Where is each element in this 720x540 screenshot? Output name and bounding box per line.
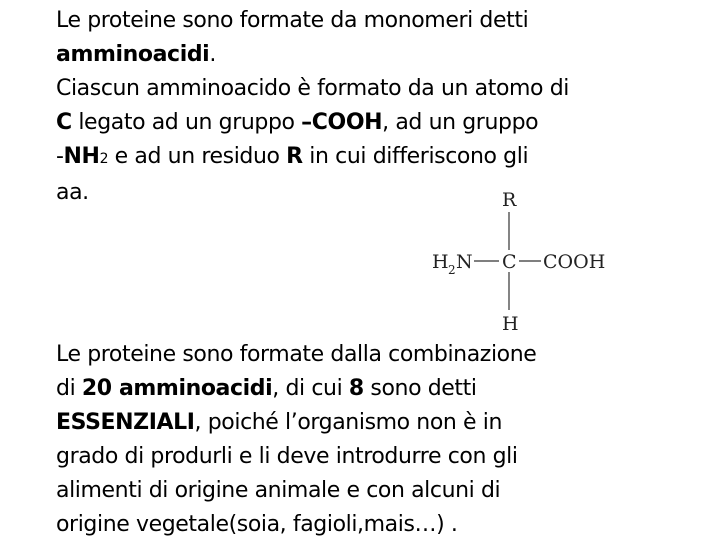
intro-line-3-text: Ciascun amminoacido è formato da un atomo di bbox=[56, 76, 569, 101]
structure-c-label: C bbox=[502, 251, 517, 273]
intro-line-1-text: Le proteine sono formate da monomeri detti bbox=[56, 8, 529, 33]
intro-line-6-text: aa. bbox=[56, 180, 89, 205]
term-8: 8 bbox=[348, 376, 364, 401]
term-nh2: NH bbox=[63, 144, 100, 169]
structure-h-subscript: 2 bbox=[448, 263, 456, 277]
combo-line-4 bbox=[56, 440, 696, 474]
intro-line-1 bbox=[56, 4, 696, 38]
structure-bottom-h-label: H bbox=[502, 313, 519, 335]
combo-line-4-text: grado di produrli e li deve introdurre con gli bbox=[56, 444, 518, 469]
intro-line-5-text-1: e ad un residuo bbox=[108, 144, 287, 169]
combo-line-1 bbox=[56, 338, 696, 372]
combo-line-3 bbox=[56, 406, 696, 440]
term-cooh: –COOH bbox=[301, 110, 383, 135]
term-r: R bbox=[286, 144, 303, 169]
intro-paragraph bbox=[56, 4, 696, 210]
term-carbon: C bbox=[56, 110, 72, 135]
amino-acid-structure-diagram bbox=[430, 186, 620, 336]
combo-line-1-text: Le proteine sono formate dalla combinazione bbox=[56, 342, 537, 367]
combo-line-2-text-2: , di cui bbox=[272, 376, 349, 401]
term-20-amminoacidi: 20 amminoacidi bbox=[81, 376, 273, 401]
intro-line-4-text-1: legato ad un gruppo bbox=[71, 110, 302, 135]
structure-n-label: N bbox=[456, 251, 473, 273]
combo-line-5-text: alimenti di origine animale e con alcuni di bbox=[56, 478, 501, 503]
term-amminoacidi: amminoacidi bbox=[56, 42, 210, 67]
combo-line-6 bbox=[56, 508, 696, 540]
amino-acid-structure-svg bbox=[430, 186, 620, 336]
intro-line-5 bbox=[56, 140, 696, 176]
intro-line-4-text-2: , ad un gruppo bbox=[382, 110, 539, 135]
combo-line-2-text-3: sono detti bbox=[363, 376, 477, 401]
term-essenziali: ESSENZIALI bbox=[56, 410, 195, 435]
combo-line-5 bbox=[56, 474, 696, 508]
structure-r-label: R bbox=[502, 189, 517, 211]
term-nh2-subscript: 2 bbox=[99, 151, 109, 167]
combination-paragraph bbox=[56, 338, 696, 540]
structure-cooh-label: COOH bbox=[543, 251, 606, 273]
intro-line-3 bbox=[56, 72, 696, 106]
intro-line-5-text-2: in cui differiscono gli bbox=[302, 144, 529, 169]
structure-h-label: H bbox=[432, 251, 449, 273]
intro-line-2-end: . bbox=[209, 42, 216, 67]
combo-line-3-text: , poiché l’organismo non è in bbox=[194, 410, 503, 435]
intro-line-5-dash: - bbox=[56, 144, 64, 169]
intro-line-4 bbox=[56, 106, 696, 140]
intro-line-2 bbox=[56, 38, 696, 72]
combo-line-6-text: origine vegetale(soia, fagioli,mais…) . bbox=[56, 512, 458, 537]
combo-line-2-text-1: di bbox=[56, 376, 82, 401]
combo-line-2 bbox=[56, 372, 696, 406]
